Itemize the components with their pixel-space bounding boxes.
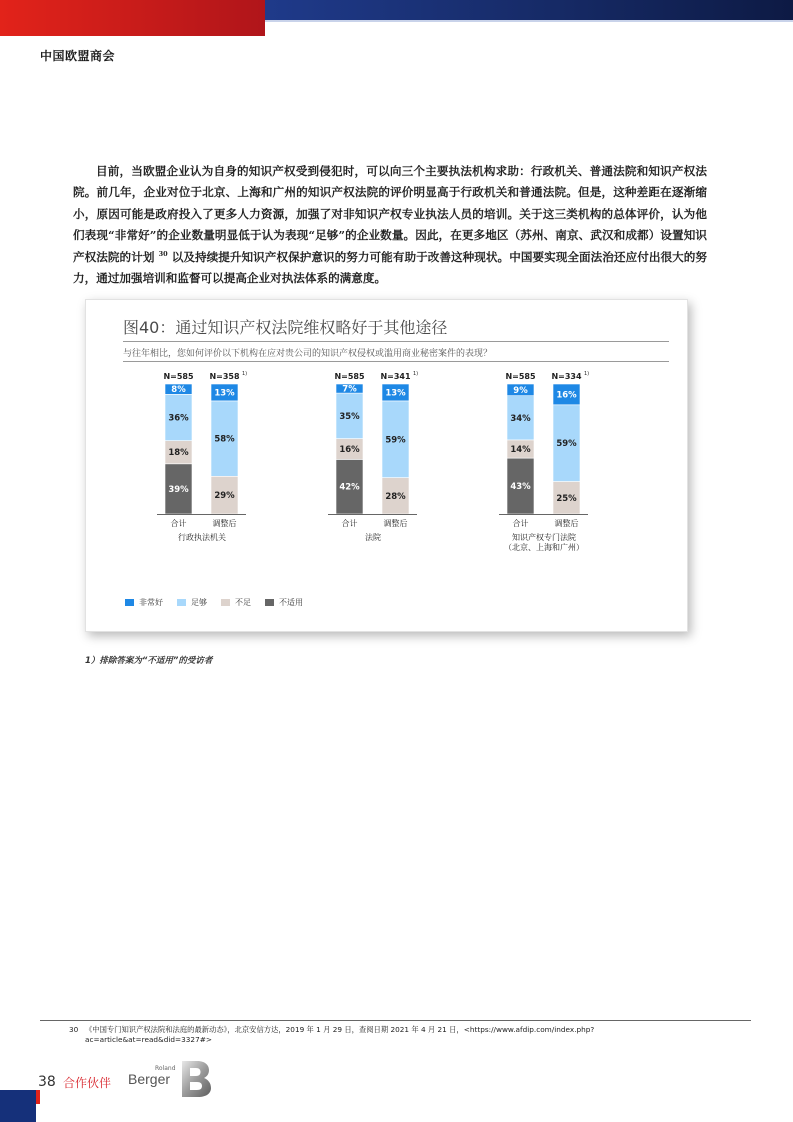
data-label: 25% <box>556 493 577 504</box>
group-label: 知识产权专门法院 <box>512 533 576 542</box>
data-label: 18% <box>168 448 189 459</box>
n-label: N=585 <box>334 372 365 381</box>
legend-label-not-applicable: 不适用 <box>279 598 303 607</box>
category-label: 合计 <box>512 519 529 528</box>
figure-title: 图40：通过知识产权法院维权略好于其他途径 <box>123 318 448 337</box>
n-note: 1) <box>413 371 419 377</box>
category-label: 调整后 <box>212 519 237 528</box>
data-label: 29% <box>214 491 235 502</box>
n-label: N=585 <box>505 372 536 381</box>
n-label: N=334 <box>551 372 582 381</box>
group-label: 行政执法机关 <box>178 533 226 542</box>
header-red-band <box>0 0 265 36</box>
chart-legend <box>125 597 303 608</box>
category-label: 合计 <box>341 519 358 528</box>
footnote-rule <box>40 1020 751 1021</box>
figure-title-rule <box>123 341 669 342</box>
page-number: 38 <box>38 1074 56 1090</box>
legend-item-very-good <box>125 597 163 608</box>
n-note: 1) <box>584 371 590 377</box>
n-label: N=341 <box>380 372 411 381</box>
legend-item-sufficient <box>177 597 207 608</box>
data-label: 42% <box>339 482 360 493</box>
intro-text-a: 目前，当欧盟企业认为自身的知识产权受到侵犯时，可以向三个主要执法机构求助：行政机关、普通法院和知识产权法院。前几年，企业对位于北京、上海和广州的知识产权法院的评价明显高于行政机关和普通法院。但是，这种差距在逐渐缩小，原因可能是政府投入了更多人力资源，加强了对非知识产权专业执法人员的培训。关于这三类机构的总体评价，认为他们表现“非常好”的企业数量明显低于认为表现“足够”的企业数量。因此，在更多地区（苏州、南京、武汉和成都）设置知识产权法院的计划 <box>73 164 707 264</box>
n-label: N=358 <box>209 372 240 381</box>
data-label: 7% <box>342 384 357 395</box>
footnote-30 <box>69 1025 712 1045</box>
data-label: 34% <box>510 413 531 424</box>
footnote-30-number: 30 <box>69 1025 79 1034</box>
figure-subtitle: 与往年相比，您如何评价以下机构在应对贵公司的知识产权侵权或滥用商业秘密案件的表现？ <box>123 349 493 359</box>
legend-swatch-not-applicable <box>265 599 274 606</box>
data-label: 59% <box>556 439 577 450</box>
data-label: 13% <box>385 388 406 399</box>
org-name: 中国欧盟商会 <box>40 49 116 63</box>
header-navy-band <box>265 0 793 20</box>
data-label: 58% <box>214 434 235 445</box>
legend-label-very-good: 非常好 <box>139 598 163 607</box>
category-label: 合计 <box>170 519 187 528</box>
category-label: 调整后 <box>554 519 579 528</box>
footer-corner-red <box>36 1090 40 1104</box>
brand-small-text: Roland <box>155 1065 176 1072</box>
legend-label-insufficient: 不足 <box>235 598 251 607</box>
header-navy-strip <box>265 20 793 22</box>
partner-label: 合作伙伴 <box>63 1076 112 1090</box>
data-label: 59% <box>385 435 406 446</box>
legend-item-not-applicable <box>265 597 303 608</box>
data-label: 13% <box>214 388 235 399</box>
intro-paragraph <box>73 161 707 289</box>
data-label: 16% <box>339 445 360 455</box>
data-label: 8% <box>171 385 186 396</box>
data-label: 9% <box>513 385 528 396</box>
data-label: 35% <box>339 411 360 422</box>
intro-text-b: 以及持续提升知识产权保护意识的努力可能有助于改善这种现状。中国要实现全面法治还应付出很大的努力，通过加强培训和监督可以提高企业对执法体系的满意度。 <box>73 249 707 286</box>
data-label: 28% <box>385 491 406 502</box>
data-label: 16% <box>556 390 577 401</box>
brand-big-text: Berger <box>128 1071 171 1087</box>
n-note: 1) <box>242 371 248 377</box>
footnote-30-text[interactable]: 《中国专门知识产权法院和法庭的最新动态》，北京安信方达，2019 年 1 月 29 日，查阅日期 2021 年 4 月 21 日，<https://www.afdip.com/index.php?ac=article&at=read&did=3327#> <box>85 1025 595 1044</box>
legend-label-sufficient: 足够 <box>191 598 207 607</box>
legend-swatch-very-good <box>125 599 134 606</box>
data-label: 14% <box>510 445 531 455</box>
category-label: 调整后 <box>383 519 408 528</box>
figure-footnote: 1）排除答案为“不适用”的受访者 <box>85 656 213 666</box>
roland-berger-logo-icon <box>180 1061 211 1097</box>
footer-corner-navy <box>0 1090 36 1122</box>
data-label: 36% <box>168 413 189 424</box>
n-label: N=585 <box>163 372 194 381</box>
intro-ref-30[interactable]: 30 <box>158 249 168 258</box>
group-label-line2: （北京、上海和广州） <box>504 543 584 552</box>
stacked-bar-chart <box>85 362 688 612</box>
legend-item-insufficient <box>221 597 251 608</box>
data-label: 43% <box>510 482 531 493</box>
legend-swatch-insufficient <box>221 599 230 606</box>
data-label: 39% <box>168 484 189 495</box>
group-label: 法院 <box>365 533 381 542</box>
legend-swatch-sufficient <box>177 599 186 606</box>
